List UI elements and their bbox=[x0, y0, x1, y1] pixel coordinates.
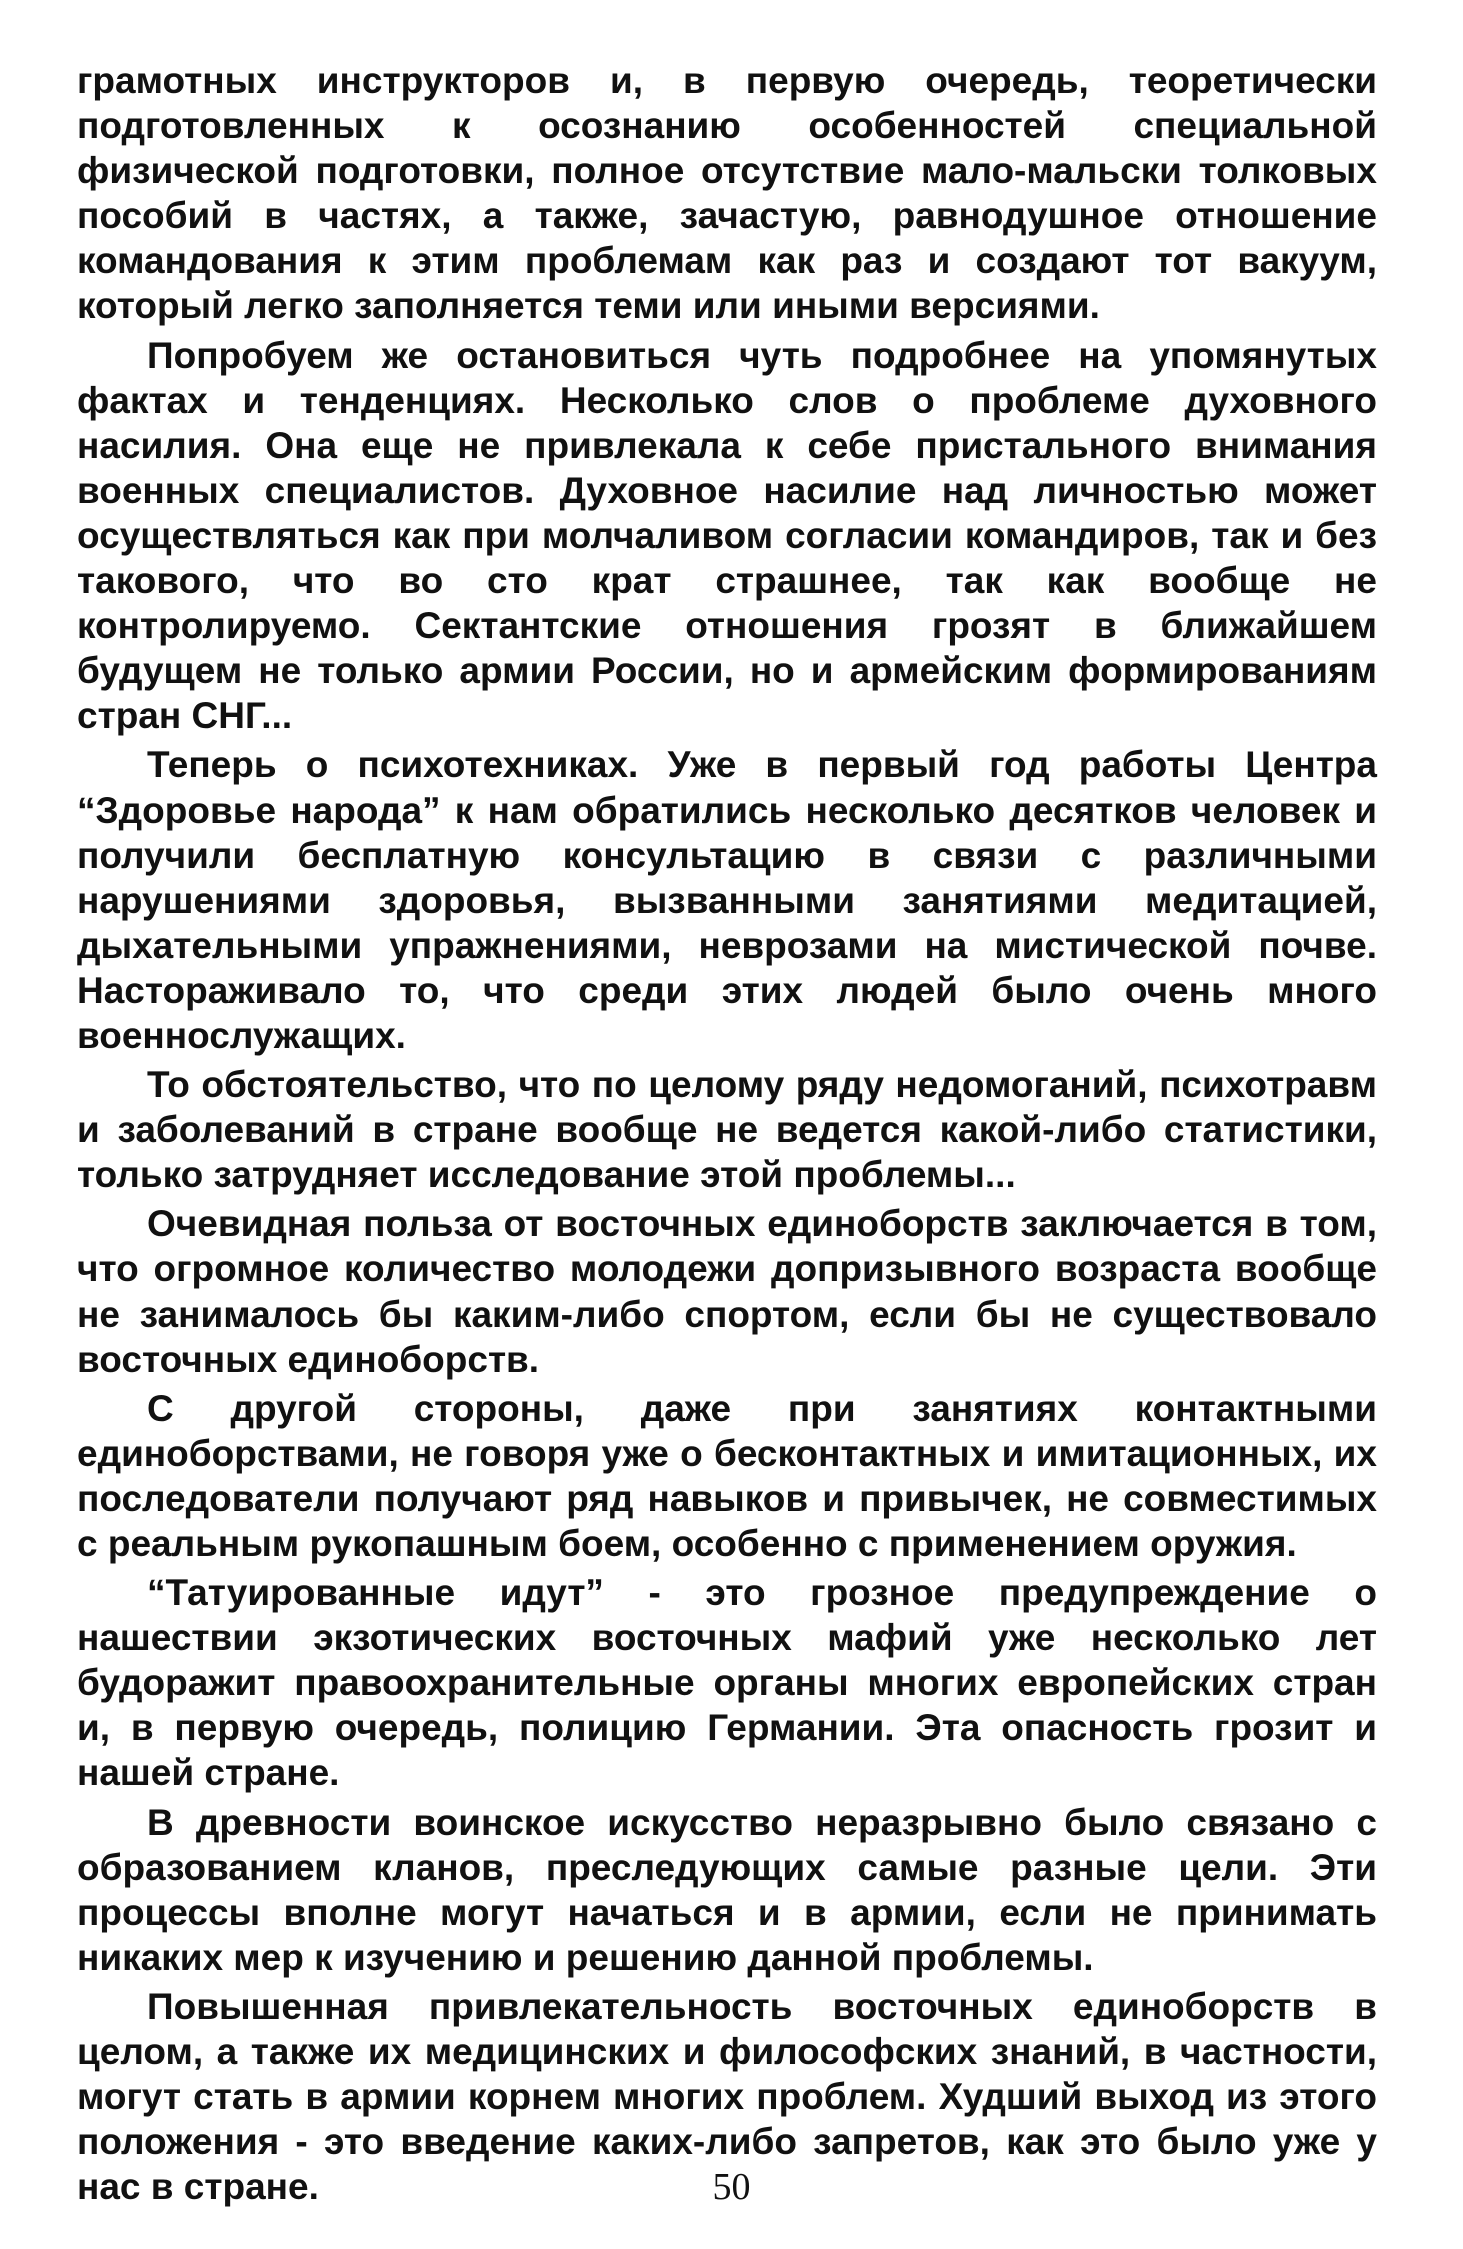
paragraph-5: Очевидная польза от восточных единоборств заключается в том, что огромное количество молодежи допризывного возраста вообще не занималось бы каким-либо спортом, если бы не существовало восточных единоборств. bbox=[77, 1203, 1377, 1380]
paragraph-4: То обстоятельство, что по целому ряду недомоганий, психотравм и заболеваний в стране вообще не ведется какой-либо статистики, только затрудняет исследование этой проблемы... bbox=[77, 1064, 1377, 1196]
paragraph-8: В древности воинское искусство неразрывно было связано с образованием кланов, преследующих самые разные цели. Эти процессы вполне могут начаться и в армии, если не принимать никаких мер к изучению и решению данной проблемы. bbox=[77, 1801, 1377, 1978]
page-text-body bbox=[77, 58, 1377, 2213]
paragraph-9: Повышенная привлекательность восточных единоборств в целом, а также их медицинских и философских знаний, в частности, могут стать в армии корнем многих проблем. Худший выход из этого положения - это введение каких-либо запретов, как это было уже у нас в стране. bbox=[77, 1985, 1377, 2208]
paragraph-2: Попробуем же остановиться чуть подробнее на упомянутых фактах и тенденциях. Несколько слов о проблеме духовного насилия. Она еще не привлекала к себе пристального внимания военных специалистов. Духовное насилие над личностью может осуществляться как при молчаливом согласии командиров, так и без такового, что во сто крат страшнее, так как вообще не контролируемо. Сектантские отношения грозят в ближайшем будущем не только армии России, но и армейским формированиям стран СНГ... bbox=[77, 334, 1377, 737]
paragraph-6: С другой стороны, даже при занятиях контактными единоборствами, не говоря уже о бесконтактных и имитационных, их последователи получают ряд навыков и привычек, не совместимых с реальным рукопашным боем, особенно с применением оружия. bbox=[77, 1387, 1377, 1564]
paragraph-1: грамотных инструкторов и, в первую очередь, теоретически подготовленных к осознанию особенностей специальной физической подготовки, полное отсутствие мало-мальски толковых пособий в частях, а также, зачастую, равнодушное отношение командования к этим проблемам как раз и создают тот вакуум, который легко заполняется теми или иными версиями. bbox=[77, 60, 1377, 327]
page-number: 50 bbox=[712, 2166, 751, 2208]
paragraph-7: “Татуированные идут” - это грозное предупреждение о нашествии экзотических восточных мафий уже несколько лет будоражит правоохранительные органы многих европейских стран и, в первую очередь, полицию Германии. Эта опасность грозит и нашей стране. bbox=[77, 1572, 1377, 1794]
paragraph-3: Теперь о психотехниках. Уже в первый год работы Центра “Здоровье народа” к нам обратились несколько десятков человек и получили бесплатную консультацию в связи с различными нарушениями здоровья, вызванными занятиями медитацией, дыхательными упражнениями, неврозами на мистической почве. Настораживало то, что среди этих людей было очень много военнослужащих. bbox=[77, 744, 1377, 1056]
